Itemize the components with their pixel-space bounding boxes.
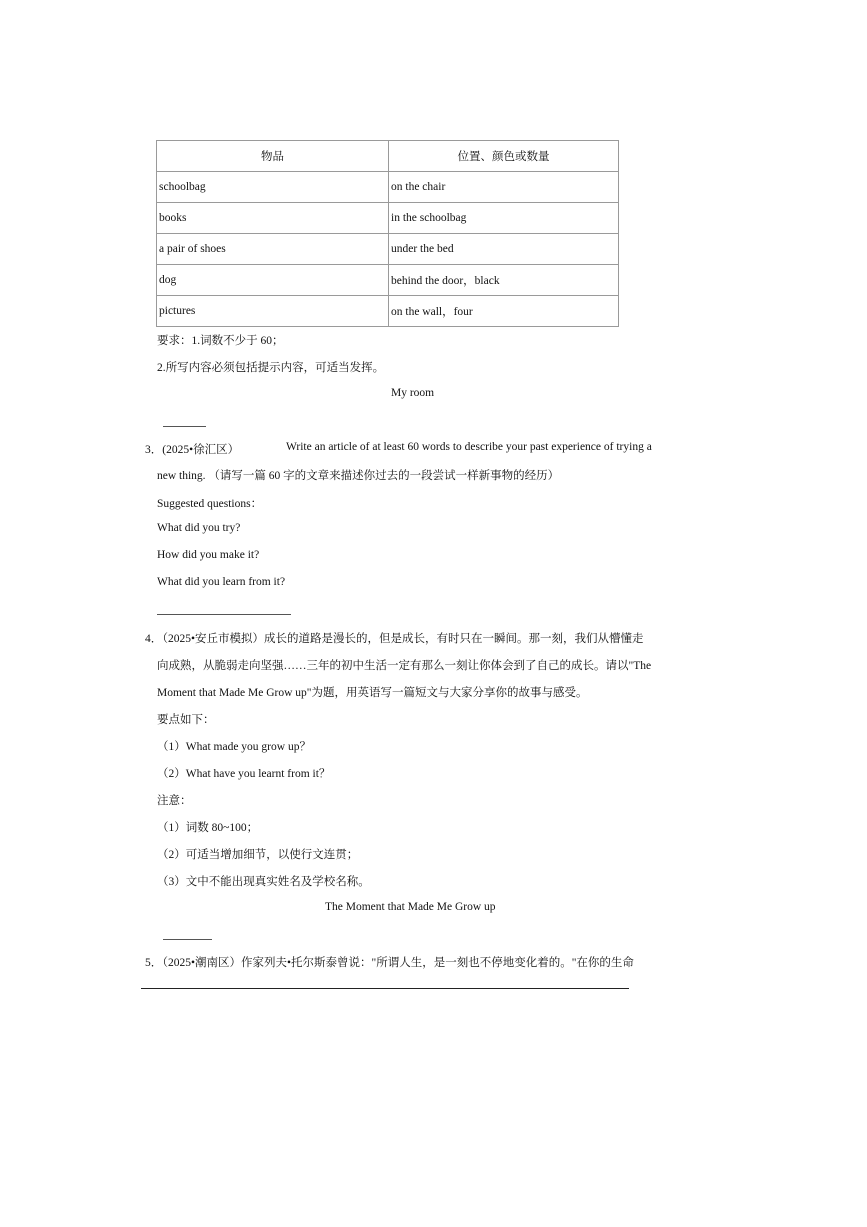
q3-question-c: What did you learn from it?	[157, 576, 286, 588]
q4-prompt-line-1: 4．（2025•安丘市模拟）成长的道路是漫长的，但是成长，有时只在一瞬间。那一刻，我们从懵懂走	[145, 633, 644, 645]
q4-prompt-line-3: Moment that Made Me Grow up"为题，用英语写一篇短文与大家分享你的故事与感受。	[157, 687, 588, 699]
table-cell: in the schoolbag	[389, 203, 619, 234]
table-cell: on the wall，four	[389, 296, 619, 327]
q2-requirement-1: 要求：1.词数不少于 60；	[157, 335, 284, 347]
q4-note-3: （3）文中不能出现真实姓名及学校名称。	[157, 876, 370, 888]
q4-points-label: 要点如下：	[157, 714, 215, 726]
items-table	[156, 140, 619, 327]
table-row	[157, 234, 619, 265]
q5-prompt-line-1: 5．（2025•潮南区）作家列夫•托尔斯泰曾说："所谓人生，是一刻也不停地变化着的。"在你的生命	[145, 957, 634, 969]
table-row	[157, 296, 619, 327]
table-cell: books	[157, 203, 389, 234]
table-cell: behind the door，black	[389, 265, 619, 296]
answer-line	[163, 939, 212, 940]
q4-note-2: （2）可适当增加细节，以使行文连贯；	[157, 849, 359, 861]
table-header-cell: 位置、颜色或数量	[389, 141, 619, 172]
q4-note-label: 注意：	[157, 795, 192, 807]
table-cell: dog	[157, 265, 389, 296]
q3-prompt-line-1: Write an article of at least 60 words to describe your past experience of trying a	[286, 441, 652, 453]
page-cut-line	[141, 988, 629, 989]
table-header-row	[157, 141, 619, 172]
table-cell: pictures	[157, 296, 389, 327]
q4-point-1: （1）What made you grow up？	[157, 741, 311, 753]
q4-essay-title: The Moment that Made Me Grow up	[325, 901, 496, 913]
q4-point-2: （2）What have you learnt from it？	[157, 768, 331, 780]
answer-line	[157, 614, 291, 615]
q3-question-a: What did you try?	[157, 522, 241, 534]
q4-note-1: （1）词数 80~100；	[157, 822, 259, 834]
table-cell: a pair of shoes	[157, 234, 389, 265]
q2-requirement-2: 2.所写内容必须包括提示内容，可适当发挥。	[157, 362, 385, 374]
table-row	[157, 203, 619, 234]
q3-number-source: 3．(2025•徐汇区）	[145, 444, 240, 456]
table-cell: schoolbag	[157, 172, 389, 203]
table-row	[157, 172, 619, 203]
q3-suggested-label: Suggested questions：	[157, 498, 263, 510]
table-cell: on the chair	[389, 172, 619, 203]
table-row	[157, 265, 619, 296]
table-header-cell: 物品	[157, 141, 389, 172]
answer-line	[163, 426, 206, 427]
table-cell: under the bed	[389, 234, 619, 265]
q4-prompt-line-2: 向成熟，从脆弱走向坚强……三年的初中生活一定有那么一刻让你体会到了自己的成长。请以"The	[157, 660, 652, 672]
q3-question-b: How did you make it?	[157, 549, 260, 561]
q3-prompt-line-2: new thing. （请写一篇 60 字的文章来描述你过去的一段尝试一样新事物的经历）	[157, 470, 560, 482]
q2-essay-title: My room	[391, 387, 435, 399]
